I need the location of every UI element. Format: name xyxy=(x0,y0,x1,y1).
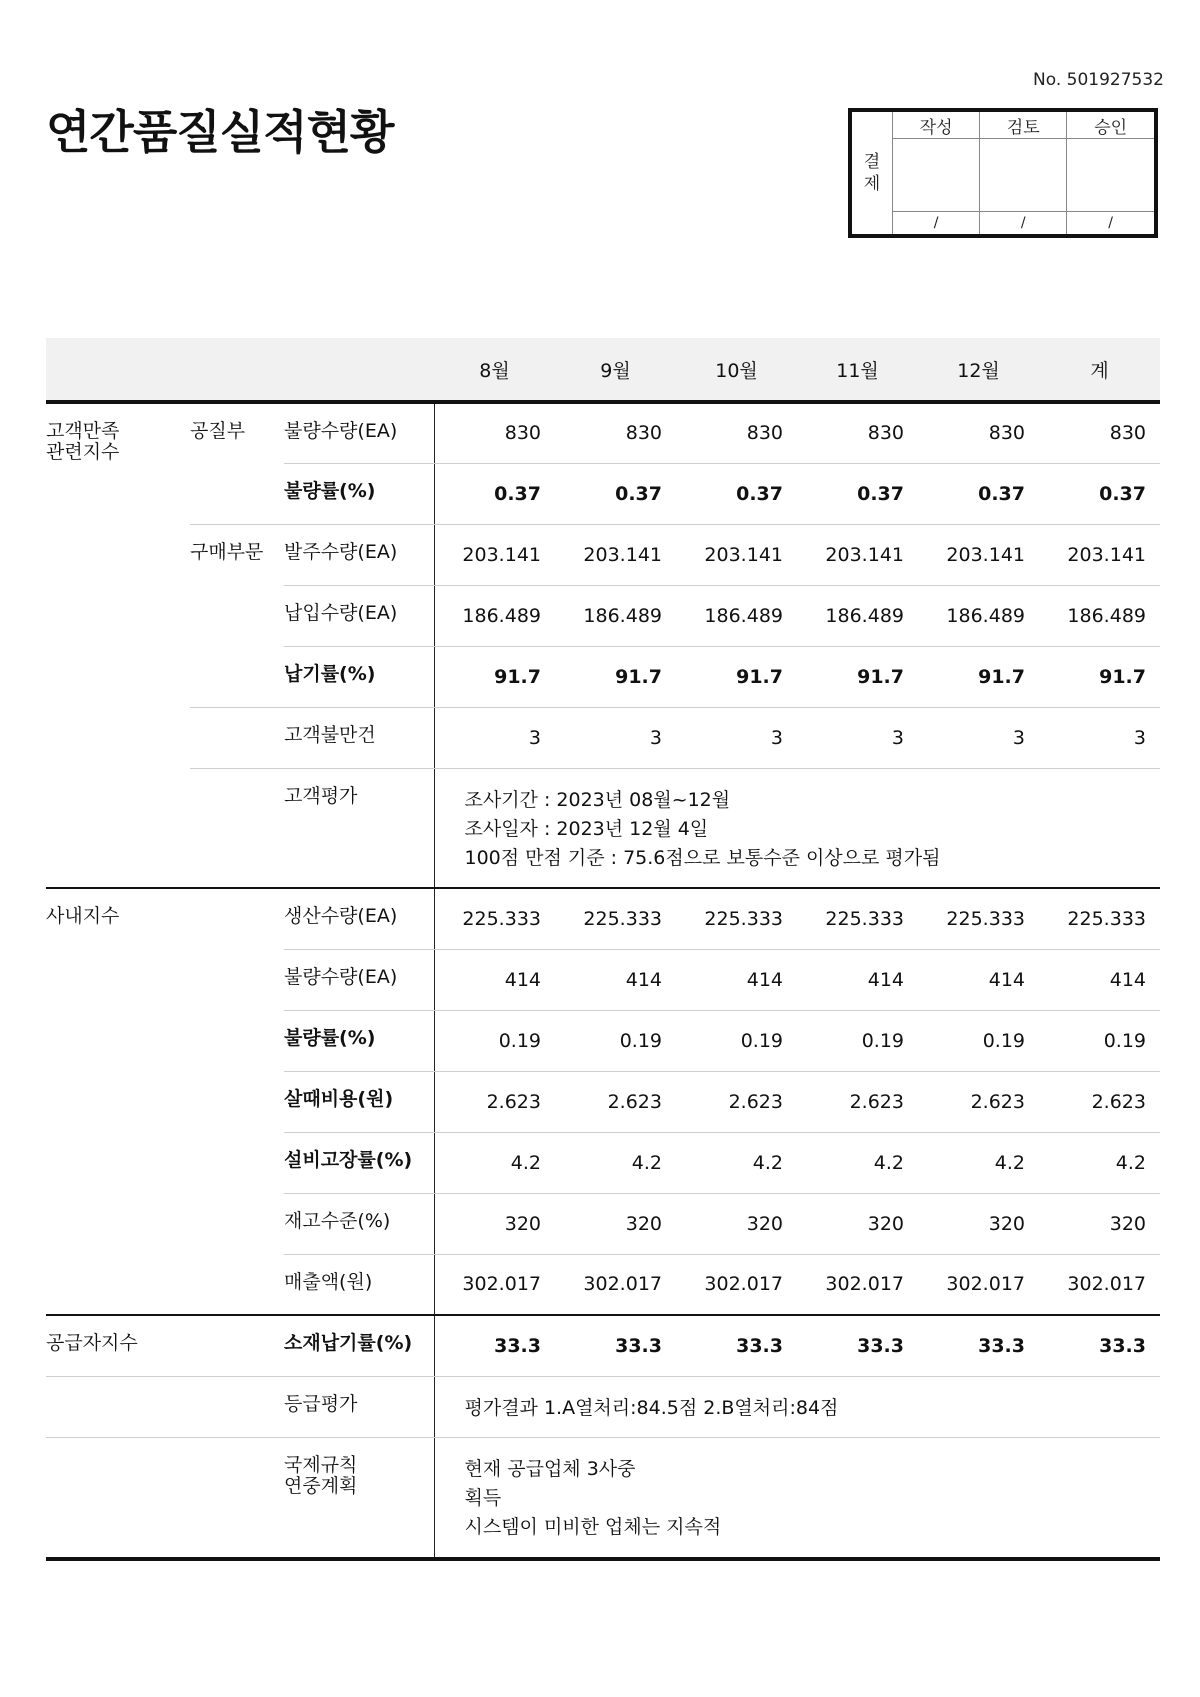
value-cell: 2.623 xyxy=(434,1071,555,1132)
value-cell: 33.3 xyxy=(555,1315,676,1376)
value-cell: 414 xyxy=(555,949,676,1010)
value-cell: 203.141 xyxy=(1039,524,1160,585)
value-cell: 33.3 xyxy=(797,1315,918,1376)
note-cell xyxy=(434,1437,1160,1559)
value-cell: 225.333 xyxy=(797,888,918,949)
value-cell: 203.141 xyxy=(918,524,1039,585)
row-label: 국제규칙 연중계획 xyxy=(284,1437,434,1559)
value-cell: 2.623 xyxy=(676,1071,797,1132)
value-cell: 186.489 xyxy=(1039,585,1160,646)
row-label: 소재납기률(%) xyxy=(284,1315,434,1376)
approval-date-review[interactable]: / xyxy=(980,212,1067,235)
note-line: 획득 xyxy=(464,1486,502,1509)
value-cell: 0.37 xyxy=(1039,463,1160,524)
value-cell: 186.489 xyxy=(797,585,918,646)
group-label-qc: 공질부 xyxy=(190,402,284,524)
page-title: 연간품질실적현황 xyxy=(46,105,394,159)
value-cell: 91.7 xyxy=(555,646,676,707)
row-label: 불량률(%) xyxy=(284,1010,434,1071)
table-row xyxy=(46,1376,1160,1437)
value-cell: 320 xyxy=(555,1193,676,1254)
value-cell: 91.7 xyxy=(434,646,555,707)
table-row xyxy=(46,402,1160,463)
value-cell: 33.3 xyxy=(918,1315,1039,1376)
note-line: 현재 공급업체 3사중 xyxy=(464,1457,636,1480)
row-label: 납입수량(EA) xyxy=(284,585,434,646)
value-cell: 0.37 xyxy=(918,463,1039,524)
table-row xyxy=(46,768,1160,888)
value-cell: 0.19 xyxy=(676,1010,797,1071)
value-cell: 0.37 xyxy=(434,463,555,524)
value-cell: 830 xyxy=(434,402,555,463)
value-cell: 830 xyxy=(676,402,797,463)
column-header: 11월 xyxy=(797,338,918,402)
value-cell: 203.141 xyxy=(676,524,797,585)
note-line: 시스템이 미비한 업체는 지속적 xyxy=(464,1515,722,1538)
value-cell: 91.7 xyxy=(797,646,918,707)
value-cell: 225.333 xyxy=(918,888,1039,949)
note-line: 100점 만점 기준 : 75.6점으로 보통수준 이상으로 평가됨 xyxy=(464,846,941,869)
value-cell: 91.7 xyxy=(676,646,797,707)
group-label-supplier: 공급자지수 xyxy=(46,1315,284,1376)
value-cell: 33.3 xyxy=(1039,1315,1160,1376)
group-label-internal: 사내지수 xyxy=(46,888,284,1315)
value-cell: 320 xyxy=(434,1193,555,1254)
table-row xyxy=(46,1437,1160,1559)
approval-col-write: 작성 xyxy=(893,112,980,139)
row-label: 설비고장률(%) xyxy=(284,1132,434,1193)
value-cell: 2.623 xyxy=(1039,1071,1160,1132)
value-cell: 0.19 xyxy=(918,1010,1039,1071)
value-cell: 302.017 xyxy=(434,1254,555,1315)
value-cell: 302.017 xyxy=(797,1254,918,1315)
group-blank xyxy=(46,1376,284,1437)
value-cell: 320 xyxy=(797,1193,918,1254)
row-label: 불량수량(EA) xyxy=(284,949,434,1010)
value-cell: 4.2 xyxy=(918,1132,1039,1193)
table-row xyxy=(46,524,1160,585)
value-cell: 0.19 xyxy=(797,1010,918,1071)
group-blank xyxy=(46,1437,284,1559)
value-cell: 3 xyxy=(434,707,555,768)
table-row xyxy=(46,707,1160,768)
group-blank xyxy=(190,707,284,768)
note-line: 조사일자 : 2023년 12월 4일 xyxy=(464,817,709,840)
value-cell: 2.623 xyxy=(555,1071,676,1132)
group-blank xyxy=(190,768,284,888)
value-cell: 0.37 xyxy=(555,463,676,524)
row-label: 재고수준(%) xyxy=(284,1193,434,1254)
value-cell: 4.2 xyxy=(1039,1132,1160,1193)
table-header-row xyxy=(46,338,1160,402)
value-cell: 225.333 xyxy=(676,888,797,949)
value-cell: 0.19 xyxy=(434,1010,555,1071)
value-cell: 3 xyxy=(797,707,918,768)
document-number: No. 501927532 xyxy=(1033,70,1164,90)
group-label-customer: 고객만족 관련지수 xyxy=(46,402,190,888)
value-cell: 2.623 xyxy=(918,1071,1039,1132)
quality-performance-table xyxy=(46,338,1160,1561)
value-cell: 225.333 xyxy=(1039,888,1160,949)
value-cell: 414 xyxy=(434,949,555,1010)
column-header: 8월 xyxy=(434,338,555,402)
value-cell: 3 xyxy=(555,707,676,768)
value-cell: 3 xyxy=(918,707,1039,768)
row-label: 불량률(%) xyxy=(284,463,434,524)
note-cell xyxy=(434,1376,1160,1437)
approval-col-approve: 승인 xyxy=(1067,112,1154,139)
note-line: 평가결과 1.A열처리:84.5점 2.B열처리:84점 xyxy=(464,1396,839,1419)
value-cell: 302.017 xyxy=(555,1254,676,1315)
value-cell: 186.489 xyxy=(434,585,555,646)
row-label: 살때비용(원) xyxy=(284,1071,434,1132)
column-header: 10월 xyxy=(676,338,797,402)
value-cell: 3 xyxy=(1039,707,1160,768)
approval-box xyxy=(848,108,1158,238)
row-label: 등급평가 xyxy=(284,1376,434,1437)
approval-col-review: 검토 xyxy=(980,112,1067,139)
value-cell: 302.017 xyxy=(918,1254,1039,1315)
value-cell: 2.623 xyxy=(797,1071,918,1132)
signature-field-write[interactable] xyxy=(893,139,980,212)
note-line: 조사기간 : 2023년 08월~12월 xyxy=(464,788,731,811)
row-label: 고객평가 xyxy=(284,768,434,888)
header-blank xyxy=(46,338,434,402)
value-cell: 302.017 xyxy=(1039,1254,1160,1315)
value-cell: 203.141 xyxy=(555,524,676,585)
table-row xyxy=(46,888,1160,949)
value-cell: 414 xyxy=(1039,949,1160,1010)
value-cell: 414 xyxy=(676,949,797,1010)
value-cell: 0.37 xyxy=(797,463,918,524)
value-cell: 414 xyxy=(797,949,918,1010)
value-cell: 91.7 xyxy=(1039,646,1160,707)
value-cell: 4.2 xyxy=(797,1132,918,1193)
value-cell: 186.489 xyxy=(918,585,1039,646)
value-cell: 320 xyxy=(676,1193,797,1254)
value-cell: 203.141 xyxy=(797,524,918,585)
value-cell: 4.2 xyxy=(434,1132,555,1193)
approval-side-label: 결 제 xyxy=(852,112,893,234)
row-label: 매출액(원) xyxy=(284,1254,434,1315)
value-cell: 203.141 xyxy=(434,524,555,585)
value-cell: 3 xyxy=(676,707,797,768)
value-cell: 414 xyxy=(918,949,1039,1010)
value-cell: 0.37 xyxy=(676,463,797,524)
value-cell: 830 xyxy=(555,402,676,463)
row-label: 고객불만건 xyxy=(284,707,434,768)
value-cell: 320 xyxy=(1039,1193,1160,1254)
approval-date-approve[interactable]: / xyxy=(1067,212,1154,235)
value-cell: 91.7 xyxy=(918,646,1039,707)
value-cell: 4.2 xyxy=(555,1132,676,1193)
value-cell: 0.19 xyxy=(1039,1010,1160,1071)
value-cell: 225.333 xyxy=(434,888,555,949)
value-cell: 33.3 xyxy=(434,1315,555,1376)
value-cell: 830 xyxy=(1039,402,1160,463)
note-cell xyxy=(434,768,1160,888)
signature-field-review[interactable] xyxy=(980,139,1067,212)
signature-field-approve[interactable] xyxy=(1067,139,1154,212)
value-cell: 186.489 xyxy=(676,585,797,646)
group-label-purchase: 구매부문 xyxy=(190,524,284,707)
column-header: 계 xyxy=(1039,338,1160,402)
approval-date-write[interactable]: / xyxy=(893,212,980,235)
value-cell: 33.3 xyxy=(676,1315,797,1376)
value-cell: 320 xyxy=(918,1193,1039,1254)
row-label: 생산수량(EA) xyxy=(284,888,434,949)
row-label: 불량수량(EA) xyxy=(284,402,434,463)
value-cell: 186.489 xyxy=(555,585,676,646)
value-cell: 302.017 xyxy=(676,1254,797,1315)
table-row xyxy=(46,1315,1160,1376)
row-label: 납기률(%) xyxy=(284,646,434,707)
value-cell: 225.333 xyxy=(555,888,676,949)
value-cell: 830 xyxy=(918,402,1039,463)
column-header: 12월 xyxy=(918,338,1039,402)
column-header: 9월 xyxy=(555,338,676,402)
value-cell: 0.19 xyxy=(555,1010,676,1071)
value-cell: 830 xyxy=(797,402,918,463)
row-label: 발주수량(EA) xyxy=(284,524,434,585)
value-cell: 4.2 xyxy=(676,1132,797,1193)
